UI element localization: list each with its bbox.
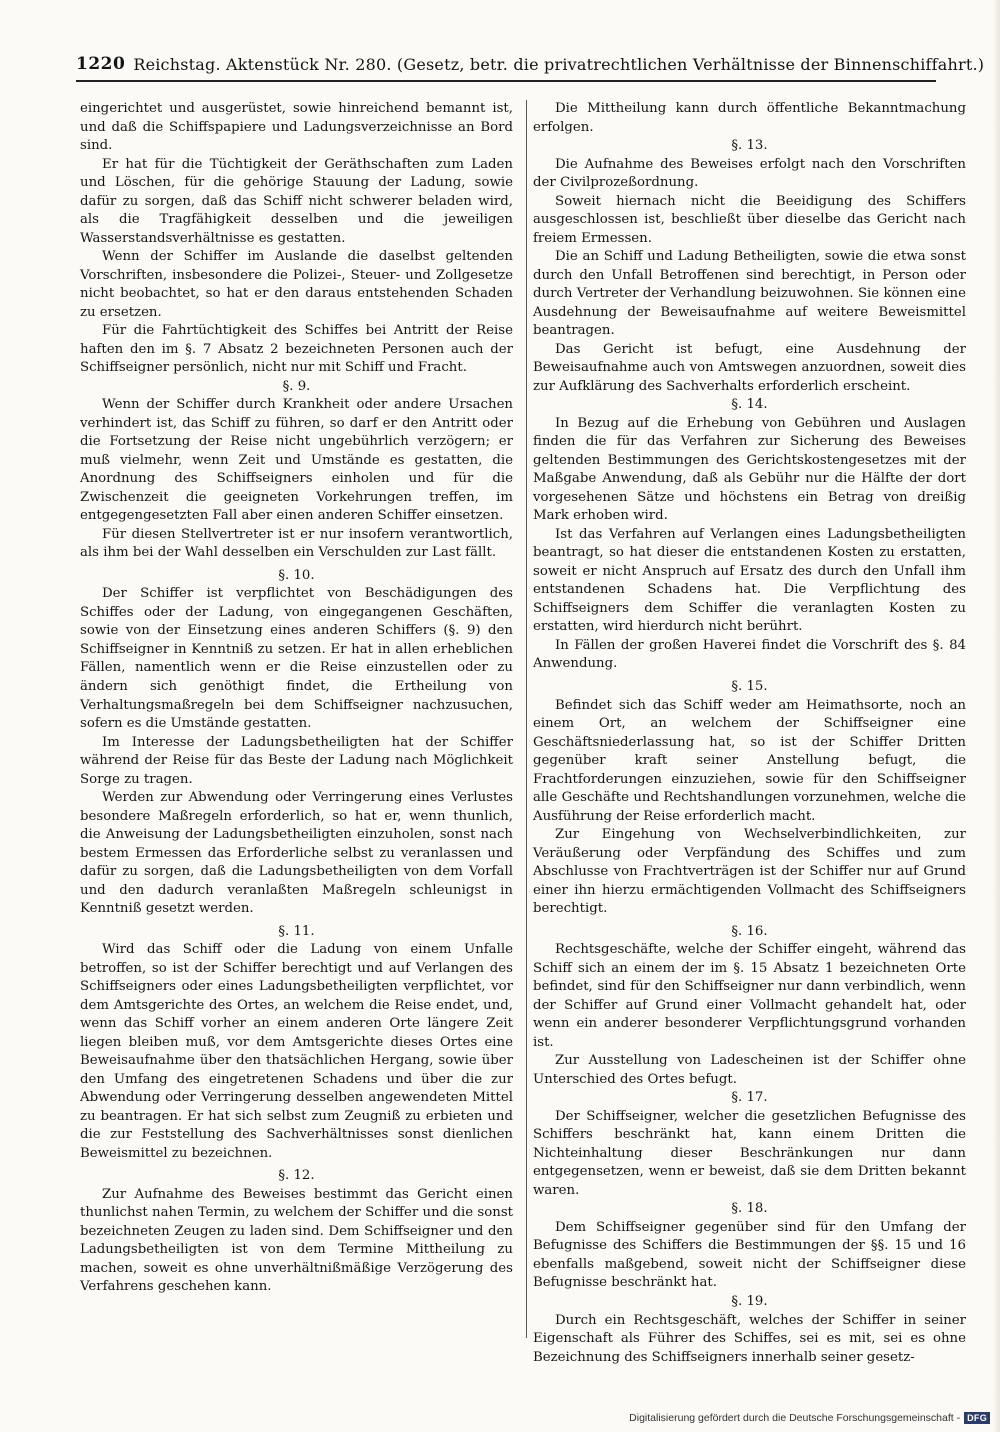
section-heading-13: §. 13.	[731, 138, 768, 154]
credit-text: Digitalisierung gefördert durch die Deutsche Forschungsgemeinschaft -	[629, 1412, 961, 1424]
section-heading-17: §. 17.	[731, 1090, 768, 1106]
paragraph: Soweit hiernach nicht die Beeidigung des Schiffers ausgeschlossen ist, beschließt über dieselbe das Gericht nach freiem Ermessen.	[533, 193, 966, 246]
paragraph: Der Schiffseigner, welcher die gesetzlichen Befugnisse des Schiffers beschränkt hat, kann einem Dritten die Nichteinhaltung dieser Beschränkungen nur dann entgegensetzen, wenn er beweist, daß sie dem Dritten bekannt waren.	[533, 1108, 966, 1198]
running-header	[76, 50, 985, 82]
paragraph: In Bezug auf die Erhebung von Gebühren und Auslagen finden die für das Verfahren zur Sicherung des Beweises geltenden Bestimmungen des Gerichtskostengesetzes mit der Maßgabe Anwendung, daß als Gebühr nur die Hälfte der dort vorgesehenen Sätze und höchstens ein Betrag von dreißig Mark erhoben wird.	[533, 415, 966, 524]
running-head-title: Reichstag. Aktenstück Nr. 280. (Gesetz, betr. die privatrechtlichen Verhältnisse der Binnenschiffahrt.)	[133, 55, 985, 74]
section-heading-12: §. 12.	[278, 1168, 315, 1184]
paragraph: Die Aufnahme des Beweises erfolgt nach den Vorschriften der Civilprozeßordnung.	[533, 156, 966, 191]
section-heading-11: §. 11.	[278, 923, 315, 939]
section-heading-18: §. 18.	[731, 1201, 768, 1217]
paragraph: Rechtsgeschäfte, welche der Schiffer eingeht, während das Schiff sich an einem der im §. 15 Absatz 1 bezeichneten Orte befindet, sind für den Schiffseigner nur dann verbindlich, wenn der Schiffer auf Grund einer Vollmacht gehandelt hat, oder wenn ein anderer besonderer Verpflichtungsgrund vorhanden ist.	[533, 942, 966, 1050]
section-heading-14: §. 14.	[731, 397, 768, 413]
paragraph: Für diesen Stellvertreter ist er nur insofern verantwortlich, als ihm bei der Wahl desselben ein Verschulden zur Last fällt.	[80, 526, 513, 561]
section-heading-9: §. 9.	[282, 378, 311, 394]
left-column	[80, 100, 513, 1297]
column-divider	[526, 100, 527, 1338]
section-heading-15: §. 15.	[731, 678, 768, 694]
paragraph: eingerichtet und ausgerüstet, sowie hinreichend bemannt ist, und daß die Schiffspapiere und Ladungsverzeichnisse an Bord sind.	[80, 101, 513, 154]
paragraph: Das Gericht ist befugt, eine Ausdehnung der Beweisaufnahme auch von Amtswegen anzuordnen, soweit dies zur Aufklärung des Sachverhalts erforderlich erscheint.	[533, 341, 966, 394]
paragraph: Durch ein Rechtsgeschäft, welches der Schiffer in seiner Eigenschaft als Führer des Schiffes, sei es mit, sei es ohne Bezeichnung des Schiffseigners innerhalb seiner gesetz-	[533, 1312, 966, 1365]
paragraph: Werden zur Abwendung oder Verringerung eines Verlustes besondere Maßregeln erforderlich, so hat er, wenn thunlich, die Anweisung der Ladungsbetheiligten einzuholen, sonst nach bestem Ermessen das Erforderliche selbst zu veranlassen und dafür zu sorgen, daß die Ladungsbetheiligten von dem Vorfall und den dadurch veranlaßten Maßregeln schleunigst in Kenntniß gesetzt werden.	[80, 790, 513, 917]
page-edge-shadow	[992, 0, 1000, 1432]
dfg-logo: DFG	[964, 1412, 990, 1424]
paragraph: Die Mittheilung kann durch öffentliche Bekanntmachung erfolgen.	[533, 101, 966, 135]
paragraph: Er hat für die Tüchtigkeit der Geräthschaften zum Laden und Löschen, für die gehörige Stauung der Ladung, sowie dafür zu sorgen, daß das Schiff nicht schwerer beladen wird, als die Tragfähigkeit desselben und die jeweiligen Wasserstandsverhältnisse es gestatten.	[80, 156, 513, 246]
paragraph: Zur Eingehung von Wechselverbindlichkeiten, zur Veräußerung oder Verpfändung des Schiffes und zum Abschlusse von Frachtverträgen ist der Schiffer nur auf Grund einer ihn hierzu ermächtigenden Vollmacht des Schiffseigners berechtigt.	[533, 827, 966, 917]
paragraph: Ist das Verfahren auf Verlangen eines Ladungsbetheiligten beantragt, so hat dieser die entstandenen Kosten zu erstatten, soweit er nicht Anspruch auf Ersatz des durch den Unfall ihm entstandenen Schadens hat. Die Verpflichtung des Schiffseigners dem Schiffer die veranlagten Kosten zu erstatten, wird hierdurch nicht berührt.	[533, 526, 966, 635]
section-heading-10: §. 10.	[278, 567, 315, 583]
paragraph: Zur Ausstellung von Ladescheinen ist der Schiffer ohne Unterschied des Ortes befugt.	[533, 1053, 966, 1087]
paragraph: Wird das Schiff oder die Ladung von einem Unfalle betroffen, so ist der Schiffer berechtigt und auf Verlangen des Schiffseigners oder eines Ladungsbetheiligten verpflichtet, vor dem Amtsgerichte des Ortes, an welchem die Reise endet, und, wenn das Schiff vorher an einem anderen Orte längere Zeit liegen bleiben muß, vor dem Amtsgerichte dieses Ortes eine Beweisaufnahme über den thatsächlichen Hergang, sowie über den Umfang des eingetretenen Schadens und über die zur Abwendung oder Verringerung desselben angewendeten Mittel zu beantragen. Er hat sich selbst zum Zeugniß zu erbieten und die zur Feststellung des Sachverhältnisses sonst dienlichen Beweismittel zu bezeichnen.	[80, 942, 513, 1161]
right-column	[533, 100, 966, 1367]
section-heading-16: §. 16.	[731, 923, 768, 939]
paragraph: Wenn der Schiffer durch Krankheit oder andere Ursachen verhindert ist, das Schiff zu führen, so darf er den Antritt oder die Fortsetzung der Reise nicht ungebührlich verzögern; er muß vielmehr, wenn Zeit und Umstände es gestatten, die Anordnung des Schiffseigners einholen und für die Zwischenzeit die geeigneten Vorkehrungen treffen, im entgegengesetzten Fall aber einen anderen Schiffer einsetzen.	[80, 397, 513, 524]
paragraph: Für die Fahrtüchtigkeit des Schiffes bei Antritt der Reise haften den im §. 7 Absatz 2 bezeichneten Personen auch der Schiffseigner persönlich, nicht nur mit Schiff und Fracht.	[80, 323, 513, 376]
paragraph: Wenn der Schiffer im Auslande die daselbst geltenden Vorschriften, insbesondere die Polizei-, Steuer- und Zollgesetze nicht beobachtet, so hat er den daraus entstehenden Schaden zu ersetzen.	[80, 249, 513, 320]
paragraph: Zur Aufnahme des Beweises bestimmt das Gericht einen thunlichst nahen Termin, zu welchem der Schiffer und die sonst bezeichneten Zeugen zu laden sind. Dem Schiffseigner und den Ladungsbetheiligten ist von dem Termine Mittheilung zu machen, soweit es ohne unverhältnißmäßige Verzögerung des Verfahrens geschehen kann.	[80, 1186, 513, 1295]
digitization-credit	[629, 1412, 990, 1424]
paragraph: Im Interesse der Ladungsbetheiligten hat der Schiffer während der Reise für das Beste der Ladung nach Möglichkeit Sorge zu tragen.	[80, 734, 513, 787]
paragraph: In Fällen der großen Haverei findet die Vorschrift des §. 84 Anwendung.	[533, 637, 966, 672]
paragraph: Die an Schiff und Ladung Betheiligten, sowie die etwa sonst durch den Unfall Betroffenen sind berechtigt, in Person oder durch Vertreter der Verhandlung beizuwohnen. Sie können eine Ausdehnung der Beweisaufnahme auf weitere Beweismittel beantragen.	[533, 249, 966, 339]
paragraph: Der Schiffer ist verpflichtet von Beschädigungen des Schiffes oder der Ladung, von eingegangenen Geschäften, sowie von der Einsetzung eines anderen Schiffers (§. 9) den Schiffseigner in Kenntniß zu setzen. Er hat in allen erheblichen Fällen, namentlich wenn er die Reise einzustellen oder zu ändern sich genöthigt findet, die Ertheilung von Verhaltungsmaßregeln bei dem Schiffseigner nachzusuchen, sofern es die Umstände gestatten.	[80, 586, 513, 732]
section-heading-19: §. 19.	[731, 1294, 768, 1309]
page-number: 1220	[76, 54, 126, 74]
paragraph: Befindet sich das Schiff weder am Heimathsorte, noch an einem Ort, an welchem der Schiffseigner eine Geschäftsniederlassung hat, so ist der Schiffer Dritten gegenüber kraft seiner Anstellung befugt, die Frachtforderungen einzuziehen, sowie für den Schiffseigner alle Geschäfte und Rechtshandlungen vorzunehmen, welche die Ausführung der Reise erforderlich macht.	[533, 697, 966, 824]
paragraph: Dem Schiffseigner gegenüber sind für den Umfang der Befugnisse des Schiffers die Bestimmungen der §§. 15 und 16 ebenfalls maßgebend, soweit nicht der Schiffseigner diese Befugnisse beschränkt hat.	[533, 1219, 966, 1291]
